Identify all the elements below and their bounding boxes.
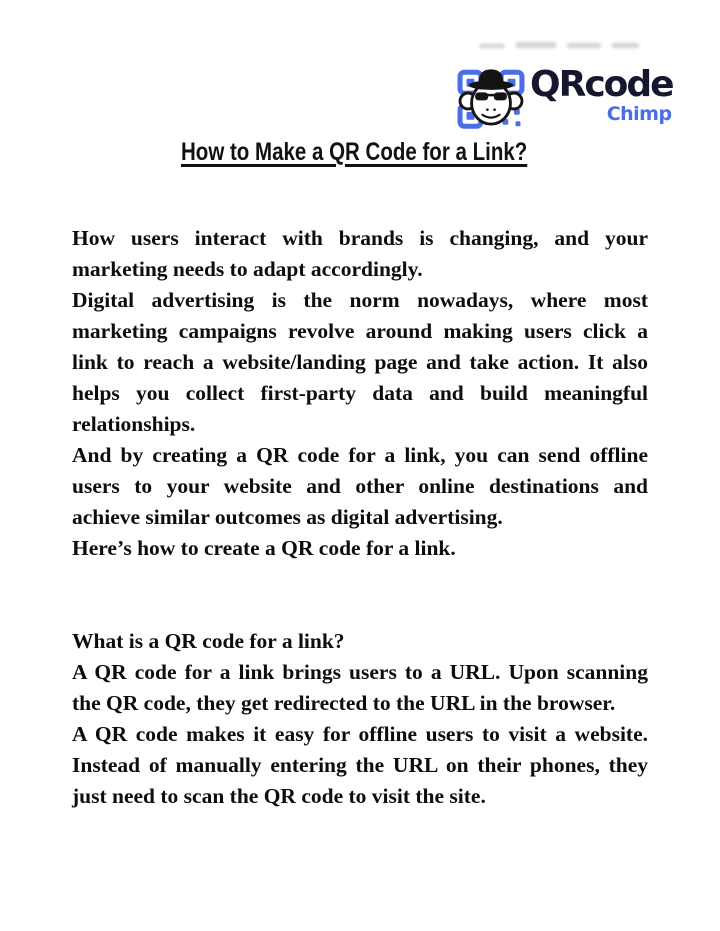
paragraph-intro-3: And by creating a QR code for a link, you can send offline users to your website and other online destinations and achieve similar outcomes as digital advertising. [72, 443, 648, 529]
paragraph-intro-2: Digital advertising is the norm nowadays, where most marketing campaigns revolve around making users click a link to reach a website/landing page and take action. It also helps you collect first-party data and build meaningful relationships. [72, 288, 648, 436]
page-title: How to Make a QR Code for a Link? [180, 138, 528, 166]
what-is-section [72, 626, 648, 812]
text-smudge [612, 43, 639, 48]
text-smudge [479, 44, 505, 48]
text-smudge [516, 42, 556, 48]
qrcode-chimp-logo [455, 60, 673, 132]
section-heading: What is a QR code for a link? [72, 629, 345, 653]
text-smudge [567, 43, 601, 48]
intro-section [72, 223, 648, 564]
logo-subbrand-text: Chimp [606, 103, 672, 125]
cropped-text-artifact [479, 42, 639, 48]
logo-brand-text: QRcode [530, 64, 673, 105]
logo-wordmark [530, 64, 673, 125]
paragraph-intro-1: How users interact with brands is changing, and your marketing needs to adapt accordingly. [72, 226, 648, 281]
paragraph-whatis-2: A QR code makes it easy for offline users to visit a website. Instead of manually entering the URL on their phones, they just need to scan the QR code to visit the site. [72, 722, 648, 808]
paragraph-intro-4: Here’s how to create a QR code for a link. [72, 536, 456, 560]
title-row [0, 139, 708, 167]
paragraph-whatis-1: A QR code for a link brings users to a URL. Upon scanning the QR code, they get redirected to the URL in the browser. [72, 660, 648, 715]
qrcode-chimp-icon [455, 60, 527, 132]
article-body [72, 223, 648, 812]
